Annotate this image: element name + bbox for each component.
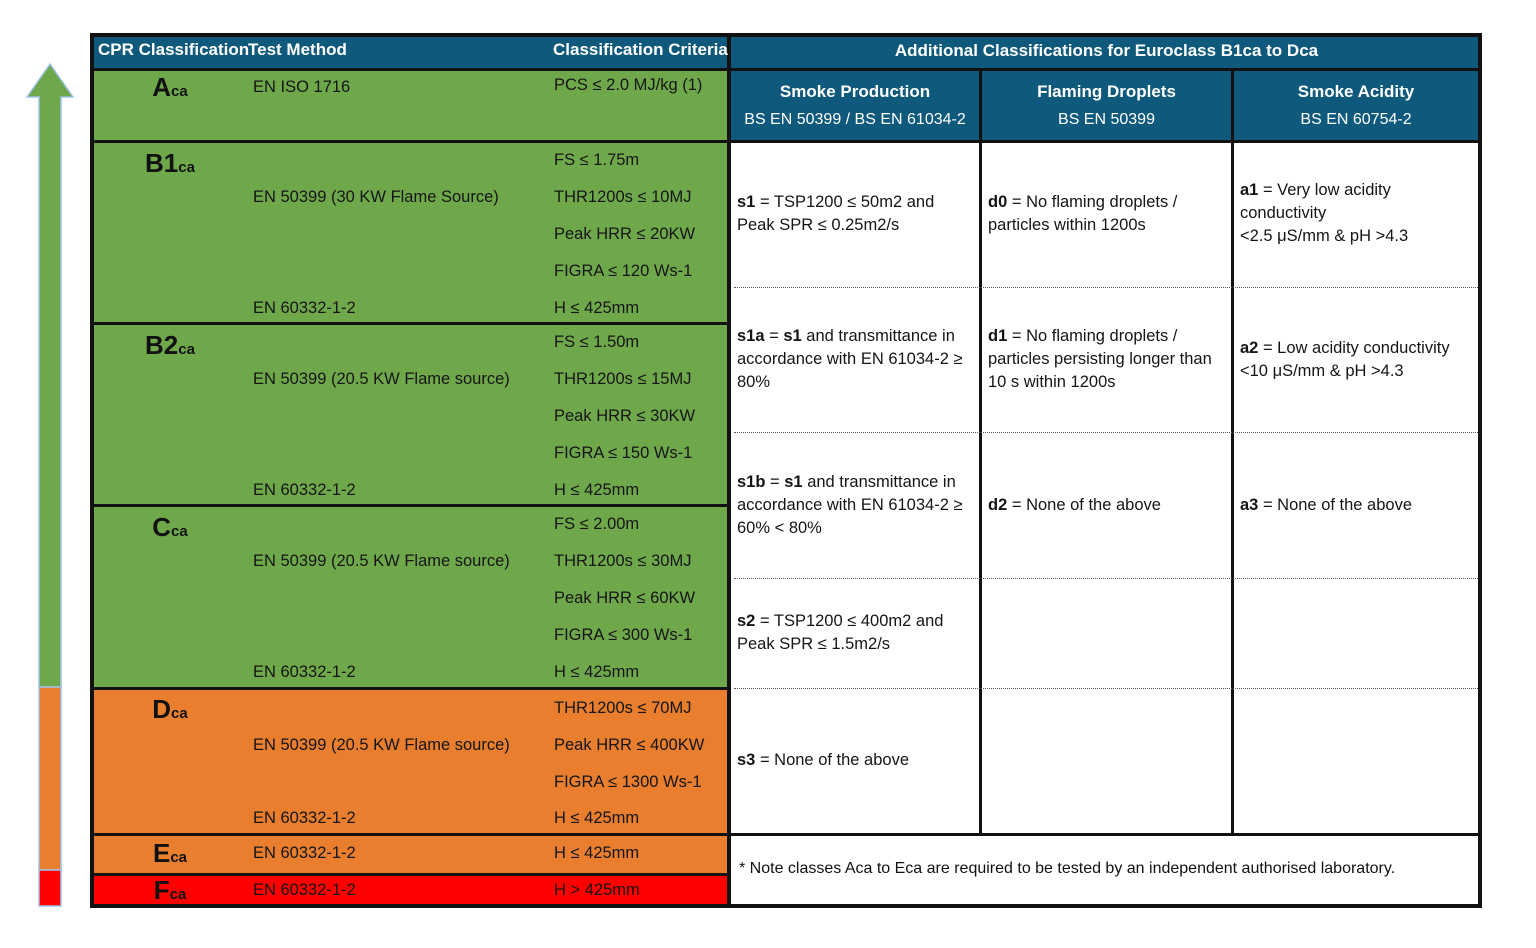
subheader-acidity-title: Smoke Acidity bbox=[1297, 82, 1415, 101]
test-method: EN 50399 (30 KW Flame Source) bbox=[253, 188, 499, 206]
test-method: EN 50399 (20.5 KW Flame source) bbox=[253, 552, 510, 570]
criteria-line: FIGRA ≤ 150 Ws-1 bbox=[554, 444, 693, 462]
row-dca bbox=[90, 687, 731, 833]
row-aca bbox=[90, 68, 731, 140]
test-method: EN 60332-1-2 bbox=[253, 299, 356, 317]
subheader-smoke-acidity bbox=[1234, 71, 1478, 140]
test-method: EN 60332-1-2 bbox=[253, 663, 356, 681]
subheader-smoke-title: Smoke Production bbox=[779, 82, 931, 101]
subheader-flaming-droplets bbox=[982, 71, 1231, 140]
criteria-line: THR1200s ≤ 10MJ bbox=[554, 188, 692, 206]
criteria-line: H ≤ 425mm bbox=[554, 809, 640, 827]
test-method: EN 60332-1-2 bbox=[253, 881, 356, 899]
header-additional-classifications: Additional Classifications for Euroclass B1ca to Dca bbox=[894, 40, 1319, 60]
cell-d2: d2 = None of the above bbox=[988, 495, 1161, 514]
test-method: EN 60332-1-2 bbox=[253, 809, 356, 827]
cell-s3: s3 = None of the above bbox=[737, 751, 910, 769]
subheader-droplets-standard: BS EN 50399 bbox=[1058, 111, 1155, 128]
criteria-line: Peak HRR ≤ 60KW bbox=[554, 589, 696, 607]
criteria-line: H > 425mm bbox=[554, 881, 640, 899]
header-test-method: Test Method bbox=[248, 40, 347, 59]
test-method: EN 60332-1-2 bbox=[253, 844, 356, 862]
criteria-line: FIGRA ≤ 120 Ws-1 bbox=[554, 262, 693, 280]
class-label-aca: Aca bbox=[152, 72, 188, 102]
criteria-line: H ≤ 425mm bbox=[554, 663, 640, 681]
criteria-line: FS ≤ 2.00m bbox=[554, 515, 640, 533]
class-label-b2ca: B2ca bbox=[145, 330, 195, 360]
criteria-line: FS ≤ 1.75m bbox=[554, 151, 640, 169]
header-classification-criteria: Classification Criteria bbox=[553, 40, 728, 59]
row-cca bbox=[90, 504, 731, 687]
test-method: EN ISO 1716 bbox=[253, 78, 351, 96]
class-label-eca: Eca bbox=[152, 838, 188, 868]
classification-table bbox=[90, 33, 1482, 908]
dotted-separator bbox=[734, 578, 1480, 579]
test-method: EN 50399 (20.5 KW Flame source) bbox=[253, 736, 510, 754]
subheader-smoke-standard: BS EN 50399 / BS EN 61034-2 bbox=[744, 111, 966, 128]
row-fca bbox=[90, 873, 731, 908]
cell-s1b: s1b = s1 and transmittance in accordance with EN 61034-2 ≥ 60% < 80% bbox=[737, 472, 963, 537]
criteria-line: Peak HRR ≤ 20KW bbox=[554, 225, 696, 243]
class-label-cca: Cca bbox=[152, 512, 188, 542]
cell-s1: s1 = TSP1200 ≤ 50m2 and Peak SPR ≤ 0.25m2/s bbox=[737, 192, 935, 234]
test-method: EN 50399 (20.5 KW Flame source) bbox=[253, 370, 510, 388]
laboratory-note: * Note classes Aca to Eca are required to be tested by an independent authorised laboratory. bbox=[739, 860, 1396, 877]
criteria-line: FS ≤ 1.50m bbox=[554, 333, 640, 351]
class-label-b1ca: B1ca bbox=[145, 148, 195, 178]
class-label-dca: Dca bbox=[152, 694, 188, 724]
criteria-line: THR1200s ≤ 70MJ bbox=[554, 699, 692, 717]
cell-a1: a1 = Very low acidity conductivity <2.5 μS/mm & pH >4.3 bbox=[1240, 181, 1409, 245]
column-divider bbox=[1231, 68, 1234, 833]
criteria-line: THR1200s ≤ 30MJ bbox=[554, 552, 692, 570]
fire-performance-arrow-icon bbox=[22, 60, 78, 912]
cell-s2: s2 = TSP1200 ≤ 400m2 and Peak SPR ≤ 1.5m2/s bbox=[737, 612, 944, 653]
cell-d1: d1 = No flaming droplets / particles persisting longer than 10 s within 1200s bbox=[988, 327, 1212, 391]
column-divider bbox=[979, 68, 982, 833]
cell-a2: a2 = Low acidity conductivity <10 μS/mm & pH >4.3 bbox=[1240, 338, 1450, 380]
dotted-separator bbox=[734, 287, 1480, 288]
criteria-line: PCS ≤ 2.0 MJ/kg (1) bbox=[554, 76, 703, 94]
criteria-line: H ≤ 425mm bbox=[554, 481, 640, 499]
row-eca bbox=[90, 833, 731, 873]
cell-d0: d0 = No flaming droplets / particles within 1200s bbox=[988, 192, 1178, 234]
row-b1ca bbox=[90, 140, 731, 322]
header-cpr-classification: CPR Classification bbox=[98, 40, 250, 59]
criteria-line: H ≤ 425mm bbox=[554, 299, 640, 317]
criteria-line: THR1200s ≤ 15MJ bbox=[554, 370, 692, 388]
dotted-separator bbox=[734, 432, 1480, 433]
criteria-line: Peak HRR ≤ 400KW bbox=[554, 736, 705, 754]
criteria-line: FIGRA ≤ 300 Ws-1 bbox=[554, 626, 693, 644]
cell-a3: a3 = None of the above bbox=[1240, 495, 1413, 514]
row-b2ca bbox=[90, 322, 731, 504]
cell-s1a: s1a = s1 and transmittance in accordance with EN 61034-2 ≥ 80% bbox=[737, 327, 963, 391]
criteria-line: H ≤ 425mm bbox=[554, 844, 640, 862]
subheader-acidity-standard: BS EN 60754-2 bbox=[1300, 111, 1412, 128]
subheader-smoke-production bbox=[731, 71, 979, 140]
test-method: EN 60332-1-2 bbox=[253, 481, 356, 499]
criteria-line: FIGRA ≤ 1300 Ws-1 bbox=[554, 773, 702, 791]
class-label-fca: Fca bbox=[153, 875, 187, 905]
dotted-separator bbox=[734, 688, 1480, 689]
criteria-line: Peak HRR ≤ 30KW bbox=[554, 407, 696, 425]
subheader-droplets-title: Flaming Droplets bbox=[1037, 82, 1176, 101]
